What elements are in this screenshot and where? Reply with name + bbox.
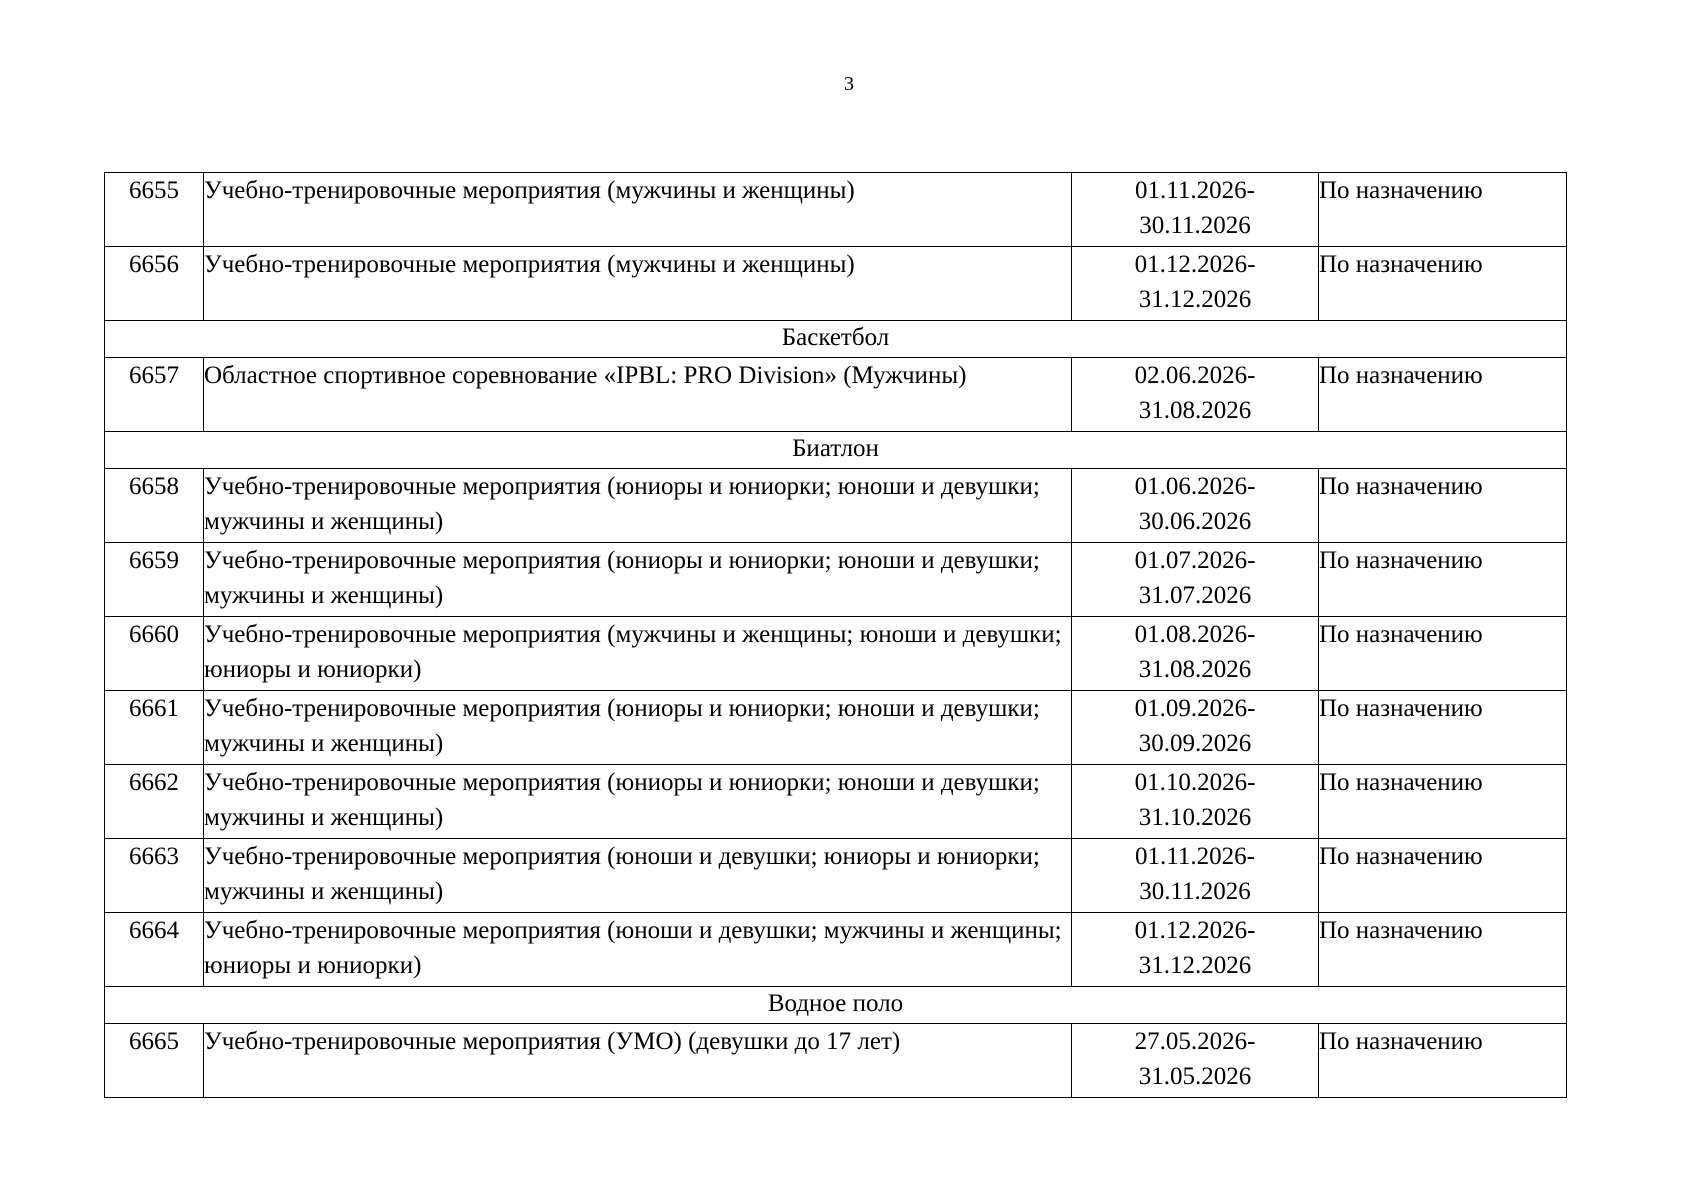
- section-row: [105, 321, 1567, 358]
- date-to: 31.08.2026: [1138, 397, 1252, 424]
- table-row: [105, 691, 1567, 765]
- date-from: 01.07.2026-: [1134, 547, 1256, 574]
- date-to: 30.09.2026: [1138, 730, 1252, 757]
- date-to: 31.05.2026: [1138, 1063, 1252, 1090]
- date-to: 30.06.2026: [1138, 508, 1252, 535]
- event-name: Учебно-тренировочные мероприятия (юниоры и юниорки; юноши и девушки; мужчины и женщины): [204, 691, 1072, 765]
- event-number: 6663: [105, 839, 204, 913]
- event-dates: [1072, 765, 1319, 839]
- event-note: По назначению: [1319, 765, 1567, 839]
- date-to: 31.07.2026: [1138, 582, 1252, 609]
- event-note: По назначению: [1319, 617, 1567, 691]
- date-from: 01.11.2026-: [1135, 177, 1255, 204]
- event-dates: [1072, 469, 1319, 543]
- event-dates: [1072, 247, 1319, 321]
- event-dates: [1072, 913, 1319, 987]
- event-dates: [1072, 173, 1319, 247]
- section-row: [105, 987, 1567, 1024]
- date-from: 01.10.2026-: [1134, 769, 1256, 796]
- event-dates: [1072, 543, 1319, 617]
- date-from: 27.05.2026-: [1134, 1028, 1256, 1055]
- event-name: Учебно-тренировочные мероприятия (юноши и девушки; юниоры и юниорки; мужчины и женщины): [204, 839, 1072, 913]
- event-note: По назначению: [1319, 247, 1567, 321]
- event-number: 6664: [105, 913, 204, 987]
- event-name: Учебно-тренировочные мероприятия (юниоры и юниорки; юноши и девушки; мужчины и женщины): [204, 469, 1072, 543]
- event-name: Учебно-тренировочные мероприятия (мужчины и женщины; юноши и девушки; юниоры и юниорки): [204, 617, 1072, 691]
- table-row: [105, 358, 1567, 432]
- event-dates: [1072, 358, 1319, 432]
- event-name: Областное спортивное соревнование «IPBL: PRO Division» (Мужчины): [204, 358, 1072, 432]
- date-to: 31.08.2026: [1138, 656, 1252, 683]
- table-row: [105, 469, 1567, 543]
- section-title: Биатлон: [105, 432, 1567, 469]
- table-row: [105, 839, 1567, 913]
- date-to: 31.12.2026: [1138, 952, 1252, 979]
- event-note: По назначению: [1319, 173, 1567, 247]
- event-name: Учебно-тренировочные мероприятия (мужчины и женщины): [204, 247, 1072, 321]
- event-note: По назначению: [1319, 691, 1567, 765]
- date-to: 30.11.2026: [1139, 212, 1251, 239]
- date-from: 01.12.2026-: [1134, 917, 1256, 944]
- section-row: [105, 432, 1567, 469]
- event-number: 6659: [105, 543, 204, 617]
- event-name: Учебно-тренировочные мероприятия (УМО) (девушки до 17 лет): [204, 1024, 1072, 1098]
- date-from: 01.08.2026-: [1134, 621, 1256, 648]
- date-to: 31.10.2026: [1138, 804, 1252, 831]
- event-dates: [1072, 839, 1319, 913]
- date-to: 31.12.2026: [1138, 286, 1252, 313]
- event-number: 6656: [105, 247, 204, 321]
- event-dates: [1072, 691, 1319, 765]
- event-name: Учебно-тренировочные мероприятия (мужчины и женщины): [204, 173, 1072, 247]
- event-note: По назначению: [1319, 469, 1567, 543]
- event-number: 6657: [105, 358, 204, 432]
- event-dates: [1072, 617, 1319, 691]
- event-name: Учебно-тренировочные мероприятия (юниоры и юниорки; юноши и девушки; мужчины и женщины): [204, 543, 1072, 617]
- table-row: [105, 247, 1567, 321]
- table-row: [105, 1024, 1567, 1098]
- event-note: По назначению: [1319, 543, 1567, 617]
- date-from: 02.06.2026-: [1134, 362, 1256, 389]
- table-row: [105, 765, 1567, 839]
- date-from: 01.12.2026-: [1134, 251, 1256, 278]
- date-to: 30.11.2026: [1139, 878, 1251, 905]
- date-from: 01.06.2026-: [1134, 473, 1256, 500]
- table-row: [105, 913, 1567, 987]
- event-number: 6665: [105, 1024, 204, 1098]
- event-dates: [1072, 1024, 1319, 1098]
- event-note: По назначению: [1319, 358, 1567, 432]
- event-number: 6660: [105, 617, 204, 691]
- table-row: [105, 617, 1567, 691]
- table-row: [105, 543, 1567, 617]
- section-title: Баскетбол: [105, 321, 1567, 358]
- event-number: 6655: [105, 173, 204, 247]
- section-title: Водное поло: [105, 987, 1567, 1024]
- event-number: 6662: [105, 765, 204, 839]
- date-from: 01.11.2026-: [1135, 843, 1255, 870]
- page-number: 3: [844, 73, 854, 95]
- event-note: По назначению: [1319, 839, 1567, 913]
- event-name: Учебно-тренировочные мероприятия (юниоры и юниорки; юноши и девушки; мужчины и женщины): [204, 765, 1072, 839]
- events-table: [104, 172, 1567, 1098]
- date-from: 01.09.2026-: [1134, 695, 1256, 722]
- event-note: По назначению: [1319, 1024, 1567, 1098]
- event-note: По назначению: [1319, 913, 1567, 987]
- table-row: [105, 173, 1567, 247]
- event-number: 6661: [105, 691, 204, 765]
- event-name: Учебно-тренировочные мероприятия (юноши и девушки; мужчины и женщины; юниоры и юниорки): [204, 913, 1072, 987]
- event-number: 6658: [105, 469, 204, 543]
